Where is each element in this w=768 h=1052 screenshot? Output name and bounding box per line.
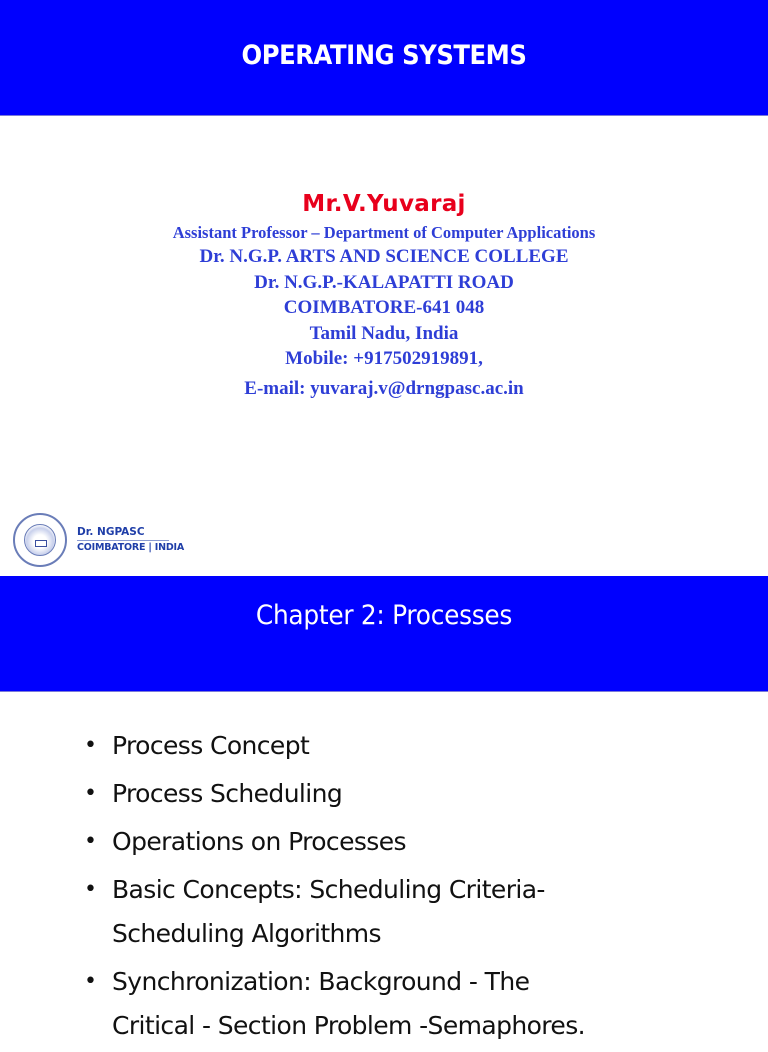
author-mobile: Mobile: +917502919891,: [285, 348, 483, 369]
seal-book-icon: [35, 540, 47, 547]
logo-name: Dr. NGPASC: [77, 526, 169, 541]
list-item-text: Operations on Processes: [112, 827, 406, 856]
list-item-text: Process Scheduling: [112, 779, 343, 808]
list-item: [84, 820, 744, 864]
list-item: [84, 868, 744, 956]
list-item-text-continued: Critical - Section Problem -Semaphores.: [112, 1011, 585, 1040]
logo-text: [77, 526, 184, 554]
author-email: E-mail: yuvaraj.v@drngpasc.ac.in: [244, 377, 524, 399]
college-name: Dr. N.G.P. ARTS AND SCIENCE COLLEGE: [199, 246, 569, 267]
list-item-text: Basic Concepts: Scheduling Criteria-: [112, 875, 545, 904]
list-item: [84, 960, 744, 1048]
title-band: [0, 0, 768, 116]
bullet-icon: •: [84, 829, 97, 854]
logo-location: COIMBATORE | INDIA: [77, 542, 184, 553]
list-item: [84, 724, 744, 768]
bullet-icon: •: [84, 969, 97, 994]
chapter-slide: [0, 576, 768, 1040]
list-item-text: Synchronization: Background - The: [112, 967, 530, 996]
college-state: Tamil Nadu, India: [309, 322, 459, 344]
slide-title: OPERATING SYSTEMS: [241, 40, 527, 71]
author-name: Mr.V.Yuvaraj: [302, 191, 466, 217]
chapter-band: [0, 576, 768, 692]
college-city: COIMBATORE-641 048: [283, 297, 485, 318]
author-designation: Assistant Professor – Department of Computer Applications: [172, 223, 596, 242]
college-seal-icon: [13, 513, 67, 567]
bullet-icon: •: [84, 733, 97, 758]
list-item-text-continued: Scheduling Algorithms: [112, 919, 381, 948]
list-item-text: Process Concept: [112, 731, 310, 760]
topic-list: [84, 724, 744, 1052]
seal-sunburst-icon: [24, 524, 56, 556]
author-block: [0, 186, 768, 401]
bullet-icon: •: [84, 781, 97, 806]
college-road: Dr. N.G.P.-KALAPATTI ROAD: [254, 271, 514, 293]
bullet-icon: •: [84, 877, 97, 902]
college-logo: [13, 513, 184, 567]
chapter-title: Chapter 2: Processes: [255, 600, 513, 631]
list-item: [84, 772, 744, 816]
